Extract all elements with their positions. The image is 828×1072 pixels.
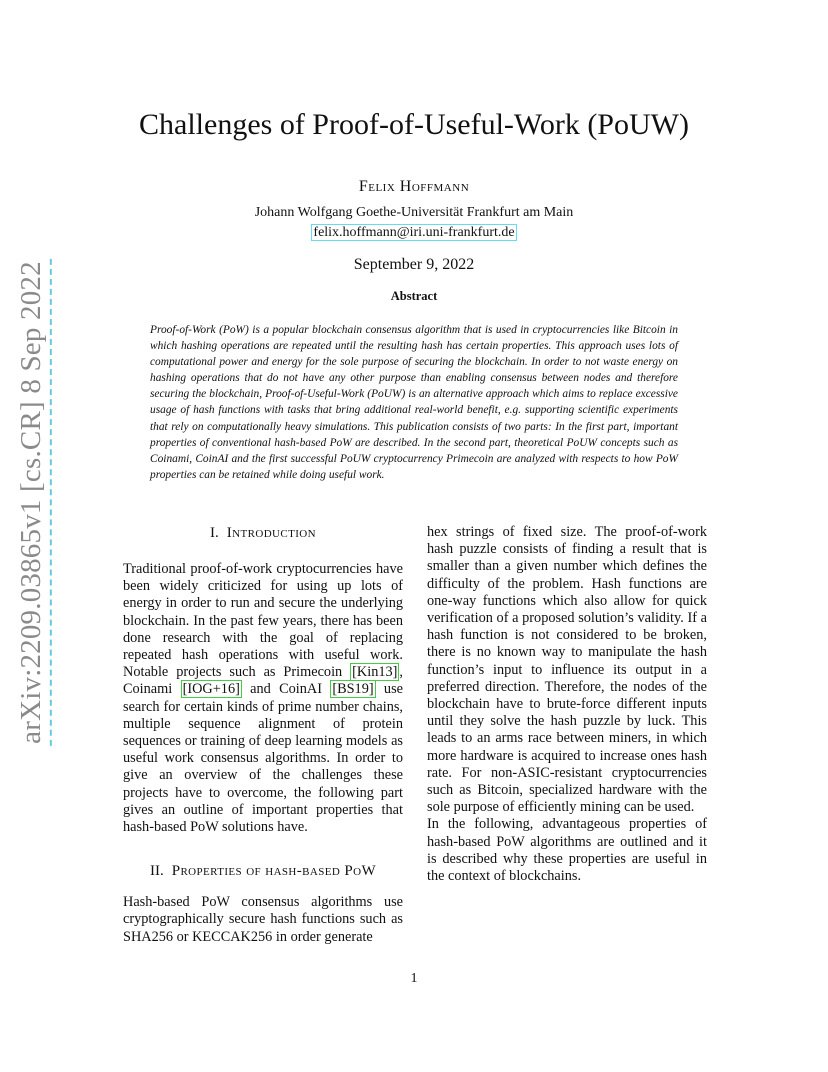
- properties-paragraph-outline: In the following, advantageous properties of hash-based PoW algorithms are outlined and it is described why these properties are useful in the context of blockchains.: [427, 816, 707, 885]
- paragraph-text: Traditional proof-of-work cryptocurrencies have been widely criticized for using up lots of energy in order to run and secure the underlying blockchain. In the past few years, there has been done research with the goal of replacing repeated hash operations with useful work. Notable projects such as Primecoin: [123, 561, 403, 681]
- left-column: [123, 524, 403, 946]
- publication-date: September 9, 2022: [353, 256, 475, 273]
- section-title: Introduction: [226, 525, 316, 541]
- author-name: Felix Hoffmann: [358, 178, 470, 195]
- arxiv-identifier-text: arXiv:2209.03865v1 [cs.CR] 8 Sep 2022: [15, 259, 52, 746]
- section-heading-introduction: [123, 524, 403, 542]
- abstract-text: Proof-of-Work (PoW) is a popular blockchain consensus algorithm that is used in cryptocurrencies like Bitcoin in which hashing operations are repeated until the resulting hash has certain properties. This approach uses lots of computational power and energy for the sole purpose of securing the blockchain. In order to not waste energy on hashing operations that do not have any other purpose than enabling consensus between nodes and therefore securing the blockchain, Proof-of-Useful-Work (PoUW) is an alternative approach which aims to replace excessive usage of hash functions with tasks that bring additional real-world benefit, e.g. supporting scientific experiments that rely on computationally heavy simulations. This publication consists of two parts: In the first part, important properties of conventional hash-based PoW are described. In the second part, theoretical PoUW concepts such as Coinami, CoinAI and the first successful PoUW cryptocurrency Primecoin are analyzed with respects to how PoW properties can be retained while doing useful work.: [150, 324, 678, 481]
- paper-title: Challenges of Proof-of-Useful-Work (PoUW): [139, 108, 689, 141]
- right-column: [427, 524, 707, 885]
- paragraph-text: and CoinAI: [241, 681, 331, 698]
- paragraph-text: use search for certain kinds of prime number chains, multiple sequence alignment of protein sequences or training of deep learning models as useful work consensus algorithms. In order to give an overview of the challenges these projects have to overcome, the following part gives an outline of important properties that hash-based PoW solutions have.: [123, 681, 403, 836]
- introduction-paragraph: [123, 561, 403, 836]
- section-title: Properties of hash-based PoW: [171, 863, 377, 880]
- author-email-link[interactable]: felix.hoffmann@iri.uni-frankfurt.de: [313, 225, 515, 240]
- citation-link-bs19[interactable]: [BS19]: [332, 681, 374, 698]
- arxiv-identifier-stamp: [8, 261, 58, 744]
- author-email-row: [0, 225, 828, 241]
- section-number: II.: [149, 863, 164, 880]
- abstract-heading: Abstract: [390, 289, 438, 303]
- page-number: 1: [410, 971, 418, 986]
- properties-paragraph-start: Hash-based PoW consensus algorithms use cryptographically secure hash functions such as SHA256 or KECCAK256 in order generate: [123, 894, 403, 945]
- section-number: I.: [210, 525, 219, 541]
- author-affiliation: Johann Wolfgang Goethe-Universität Frankfurt am Main: [254, 205, 574, 220]
- properties-paragraph-continued: hex strings of fixed size. The proof-of-work hash puzzle consists of finding a result that is smaller than a given number which defines the difficulty of the problem. Hash functions are one-way functions which also allow for quick verification of a proposed solution’s validity. If a hash function is not considered to be broken, there is no known way to manipulate the hash function’s input to influence its output in a preferred direction. Therefore, the nodes of the blockchain have to brute-force different inputs until they solve the hash puzzle by luck. This leads to an arms race between miners, in which more hardware is acquired to increase ones hash rate. For non-ASIC-resistant cryptocurrencies such as Bitcoin, specialized hardware with the sole purpose of efficiently mining can be used.: [427, 524, 707, 816]
- citation-link-iog16[interactable]: [IOG+16]: [182, 681, 240, 698]
- citation-link-kin13[interactable]: [Kin13]: [352, 664, 398, 681]
- paragraph-text: , Coinami: [123, 664, 403, 698]
- section-heading-properties: [123, 862, 403, 880]
